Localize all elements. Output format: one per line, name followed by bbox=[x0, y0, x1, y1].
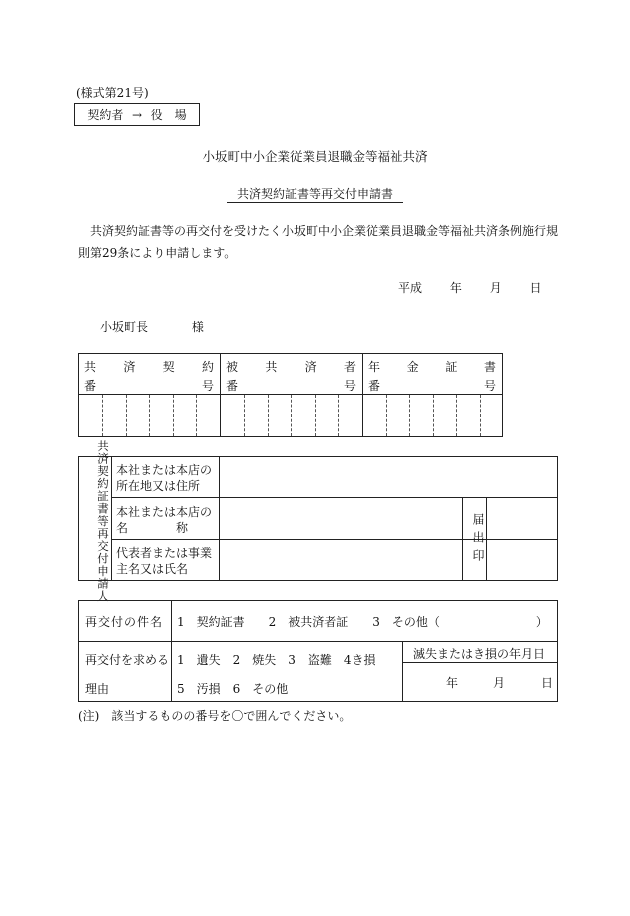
loss-date-day: 日 bbox=[541, 676, 554, 690]
body-text: 共済契約証書等の再交付を受けたく小坂町中小企業従業員退職金等福祉共済条例施行規則第29条により申請します。 bbox=[78, 224, 559, 260]
date-line bbox=[398, 279, 542, 296]
date-era: 平成 bbox=[398, 281, 423, 295]
document-title bbox=[0, 185, 630, 202]
organization-name: 小坂町中小企業従業員退職金等福祉共済 bbox=[202, 149, 428, 164]
reissue-items: 1 契約証書 2 被共済者証 3 その他（ ） bbox=[177, 615, 548, 629]
loss-date-year: 年 bbox=[446, 676, 459, 690]
date-month: 月 bbox=[489, 281, 502, 295]
number-table bbox=[78, 353, 503, 437]
reasons-line2: 5 汚損 6 その他 bbox=[177, 682, 289, 696]
document-title-text: 共済契約証書等再交付申請書 bbox=[227, 187, 403, 203]
route-from: 契約者 bbox=[87, 108, 124, 122]
date-year: 年 bbox=[449, 281, 462, 295]
header-pension-number: 年 金 証 書 番 号 bbox=[368, 360, 496, 393]
reissue-item-label: 再交付の件名 bbox=[85, 615, 164, 629]
address-label: 本社または本店の 所在地又は住所 bbox=[116, 463, 213, 493]
addressee-honorific: 様 bbox=[191, 320, 204, 334]
route-arrow: → bbox=[131, 107, 143, 122]
representative-label: 代表者または事業 主名又は氏名 bbox=[116, 546, 213, 576]
applicant-table bbox=[78, 439, 558, 603]
applicant-side-label: 共済契約証書等再交付申請人 bbox=[96, 439, 110, 603]
header-insured-number: 被 共 済 者 番 号 bbox=[226, 360, 356, 393]
form-number: (様式第21号) bbox=[76, 86, 149, 100]
reissue-table bbox=[78, 600, 558, 702]
addressee bbox=[100, 318, 204, 335]
loss-date-month: 月 bbox=[493, 676, 506, 690]
route-box bbox=[74, 103, 200, 126]
header-contract-number: 共 済 契 約 番 号 bbox=[84, 360, 214, 393]
addressee-name: 小坂町長 bbox=[100, 320, 149, 334]
company-name-label: 本社または本店の 名 称 bbox=[116, 505, 213, 535]
reasons-line1: 1 遺失 2 焼失 3 盗難 4き損 bbox=[177, 653, 376, 667]
registered-seal-label: 届出印 bbox=[471, 513, 485, 567]
loss-date-label: 滅失またはき損の年月日 bbox=[413, 647, 546, 661]
note: (注) 該当するものの番号を〇で囲んでください。 bbox=[78, 709, 352, 723]
route-to: 役 場 bbox=[150, 108, 187, 122]
reason-label-line2: 理由 bbox=[85, 682, 110, 696]
reason-label-line1: 再交付を求める bbox=[85, 653, 170, 667]
date-day: 日 bbox=[529, 281, 542, 295]
